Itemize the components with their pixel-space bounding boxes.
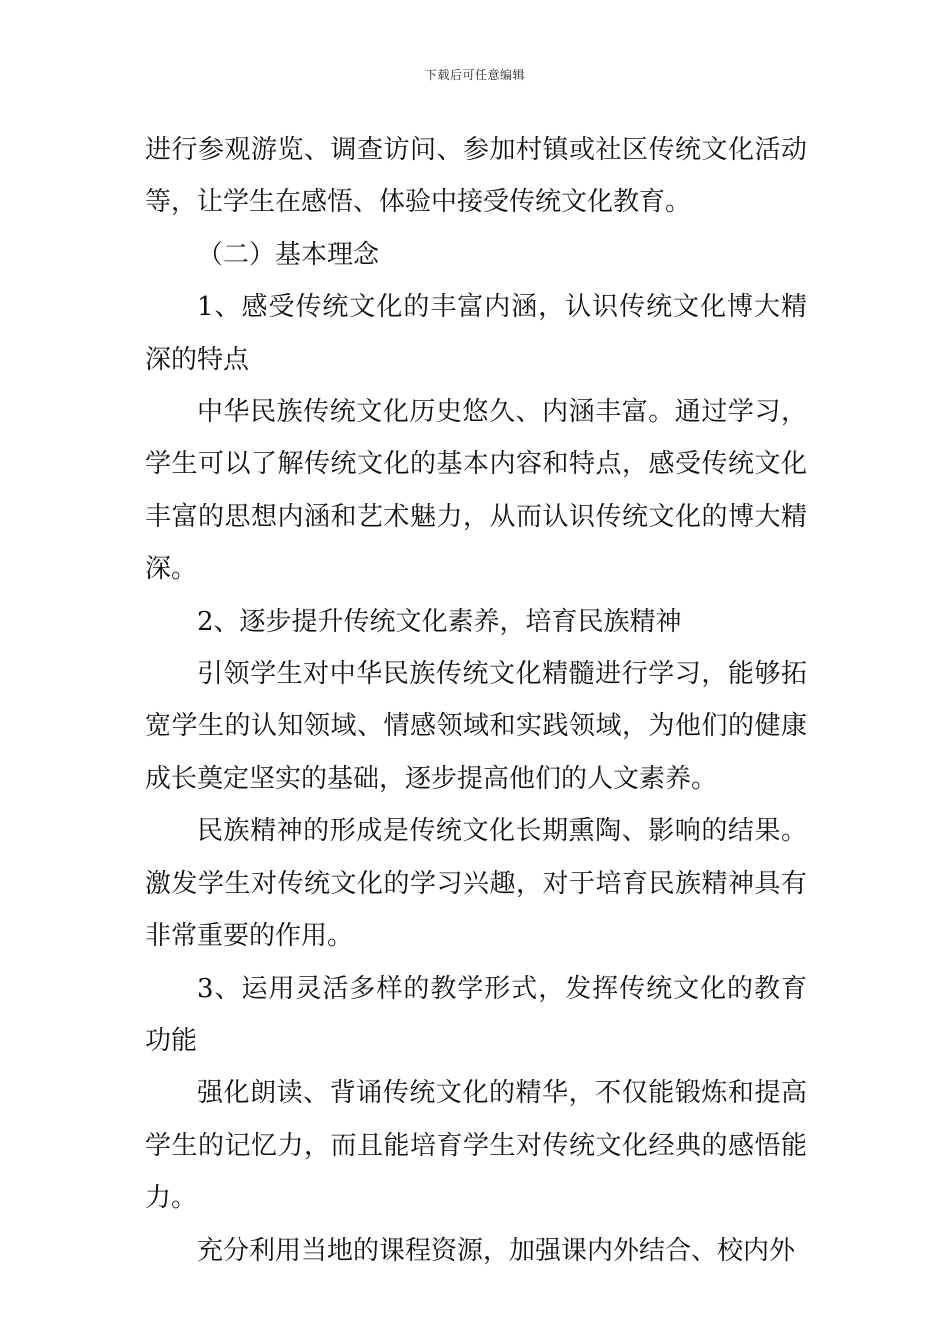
paragraph: 充分利用当地的课程资源，加强课内外结合、校内外 (197, 1235, 796, 1266)
subheading-2: 2、逐步提升传统文化素养，培育民族精神 (197, 606, 682, 637)
document-body (145, 124, 807, 1277)
paragraph: 民族精神的形成是传统文化长期熏陶、影响的结果。激发学生对传统文化的学习兴趣，对于培育民族精神具有非常重要的作用。 (145, 816, 807, 952)
paragraph: 中华民族传统文化历史悠久、内涵丰富。通过学习，学生可以了解传统文化的基本内容和特点，感受传统文化丰富的思想内涵和艺术魅力，从而认识传统文化的博大精深。 (145, 397, 807, 585)
subheading-1: 1、感受传统文化的丰富内涵，认识传统文化博大精深的特点 (145, 292, 807, 375)
section-heading: （二）基本理念 (197, 239, 380, 270)
paragraph-continuation: 进行参观游览、调查访问、参加村镇或社区传统文化活动等，让学生在感悟、体验中接受传统文化教育。 (145, 135, 807, 218)
paragraph: 引领学生对中华民族传统文化精髓进行学习，能够拓宽学生的认知领域、情感领域和实践领域，为他们的健康成长奠定坚实的基础，逐步提高他们的人文素养。 (145, 659, 807, 794)
paragraph: 强化朗读、背诵传统文化的精华，不仅能锻炼和提高学生的记忆力，而且能培育学生对传统文化经典的感悟能力。 (145, 1078, 807, 1214)
subheading-3: 3、运用灵活多样的教学形式，发挥传统文化的教育功能 (145, 973, 807, 1056)
page-header: 下载后可任意编辑 (424, 68, 525, 82)
